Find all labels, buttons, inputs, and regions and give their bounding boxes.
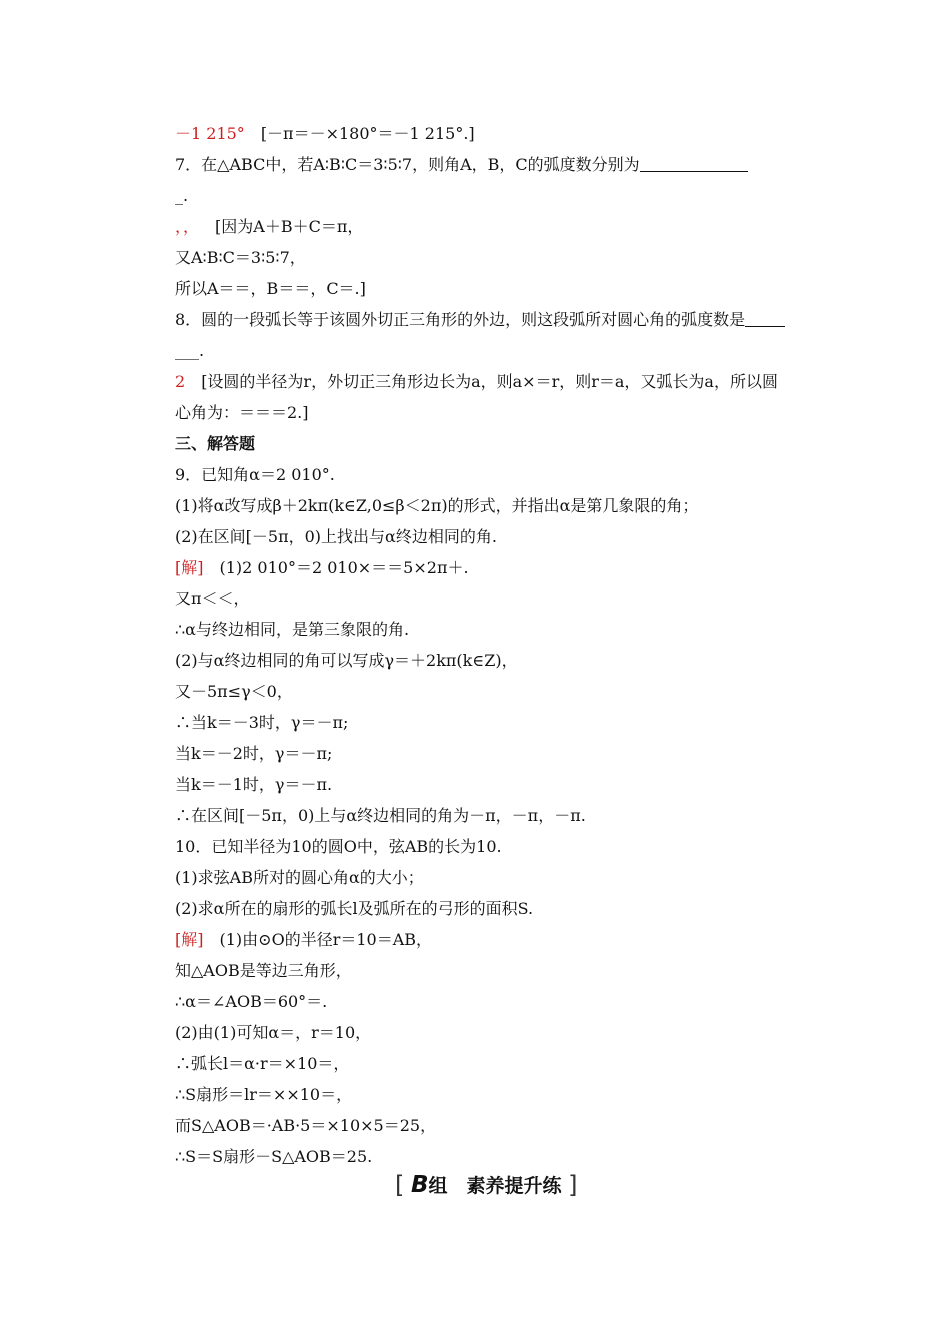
- answer-value: ，，: [175, 217, 200, 236]
- group-b-heading: [395, 1170, 578, 1200]
- question-7: 7．在△ABC中，若A∶B∶C＝3∶5∶7，则角A，B，C的弧度数分别为: [175, 149, 820, 180]
- text-line: 又π＜＜，: [175, 589, 250, 608]
- answer-value: 2: [175, 372, 186, 391]
- answer-explanation: [因为A＋B＋C＝π，: [215, 217, 364, 236]
- answer-blank: [745, 308, 785, 327]
- answer-line: [175, 366, 820, 397]
- text-line: 而S△AOB＝·AB·5＝×10×5＝25，: [175, 1116, 437, 1135]
- text-line: (1)求弦AB所对的圆心角α的大小；: [175, 868, 424, 887]
- bracket-close: ]: [568, 1171, 578, 1199]
- text-line: _.: [175, 186, 189, 205]
- text-line: 知△AOB是等边三角形，: [175, 961, 352, 980]
- text-line: (2)在区间[－5π，0)上找出与α终边相同的角.: [175, 527, 497, 546]
- answer-line: [175, 211, 820, 242]
- solution-line: [解] (1)由⊙O的半径r＝10＝AB，: [175, 930, 433, 949]
- answer-line: [175, 118, 820, 149]
- group-label: 组 素养提升练: [428, 1175, 562, 1197]
- solution-line: [解] (1)2 010°＝2 010×＝＝5×2π＋.: [175, 558, 469, 577]
- text-line: ___.: [175, 341, 205, 360]
- text-line: 心角为：＝＝＝2.]: [175, 403, 309, 422]
- text-line: ∴当k＝－3时，γ＝－π;: [175, 713, 349, 732]
- answer-explanation: [设圆的半径为r，外切正三角形边长为a，则a×＝r，则r＝a，又弧长为a，所以圆: [201, 372, 778, 391]
- solution-label: [解]: [175, 558, 204, 577]
- question-8: 8．圆的一段弧长等于该圆外切正三角形的外边，则这段弧所对圆心角的弧度数是: [175, 304, 820, 335]
- answer-explanation: [－π＝－×180°＝－1 215°.]: [260, 124, 475, 143]
- text-line: 又－5π≤γ＜0，: [175, 682, 293, 701]
- text-line: 当k＝－2时，γ＝－π;: [175, 744, 333, 763]
- answer-blank: [640, 153, 748, 172]
- text-line: 又A∶B∶C＝3∶5∶7，: [175, 248, 306, 267]
- solution-label: [解]: [175, 930, 204, 949]
- text-line: ∴弧长l＝α·r＝×10＝，: [175, 1054, 350, 1073]
- group-letter: B: [411, 1172, 429, 1198]
- text-line: (2)求α所在的扇形的弧长l及弧所在的弓形的面积S.: [175, 899, 534, 918]
- text-line: 当k＝－1时，γ＝－π.: [175, 775, 333, 794]
- text-line: (2)与α终边相同的角可以写成γ＝＋2kπ(k∈Z)，: [175, 651, 518, 670]
- bracket-open: [: [395, 1171, 405, 1199]
- question-10: 10．已知半径为10的圆O中，弦AB的长为10.: [175, 837, 502, 856]
- text-line: ∴S＝S扇形－S△AOB＝25.: [175, 1147, 373, 1166]
- section-heading: 三、解答题: [175, 434, 256, 453]
- document-body: [175, 118, 820, 1172]
- text-line: 所以A＝＝，B＝＝，C＝.]: [175, 279, 366, 298]
- answer-value: －1 215°: [175, 124, 245, 143]
- text-line: ∴S扇形＝lr＝××10＝，: [175, 1085, 353, 1104]
- text-line: (1)将α改写成β＋2kπ(k∈Z,0≤β＜2π)的形式，并指出α是第几象限的角；: [175, 496, 699, 515]
- text-line: ∴在区间[－5π，0)上与α终边相同的角为－π，－π，－π.: [175, 806, 586, 825]
- question-9: 9．已知角α＝2 010°.: [175, 465, 335, 484]
- text-line: ∴α＝∠AOB＝60°＝.: [175, 992, 328, 1011]
- text-line: ∴α与终边相同，是第三象限的角.: [175, 620, 410, 639]
- text-line: (2)由(1)可知α＝，r＝10，: [175, 1023, 372, 1042]
